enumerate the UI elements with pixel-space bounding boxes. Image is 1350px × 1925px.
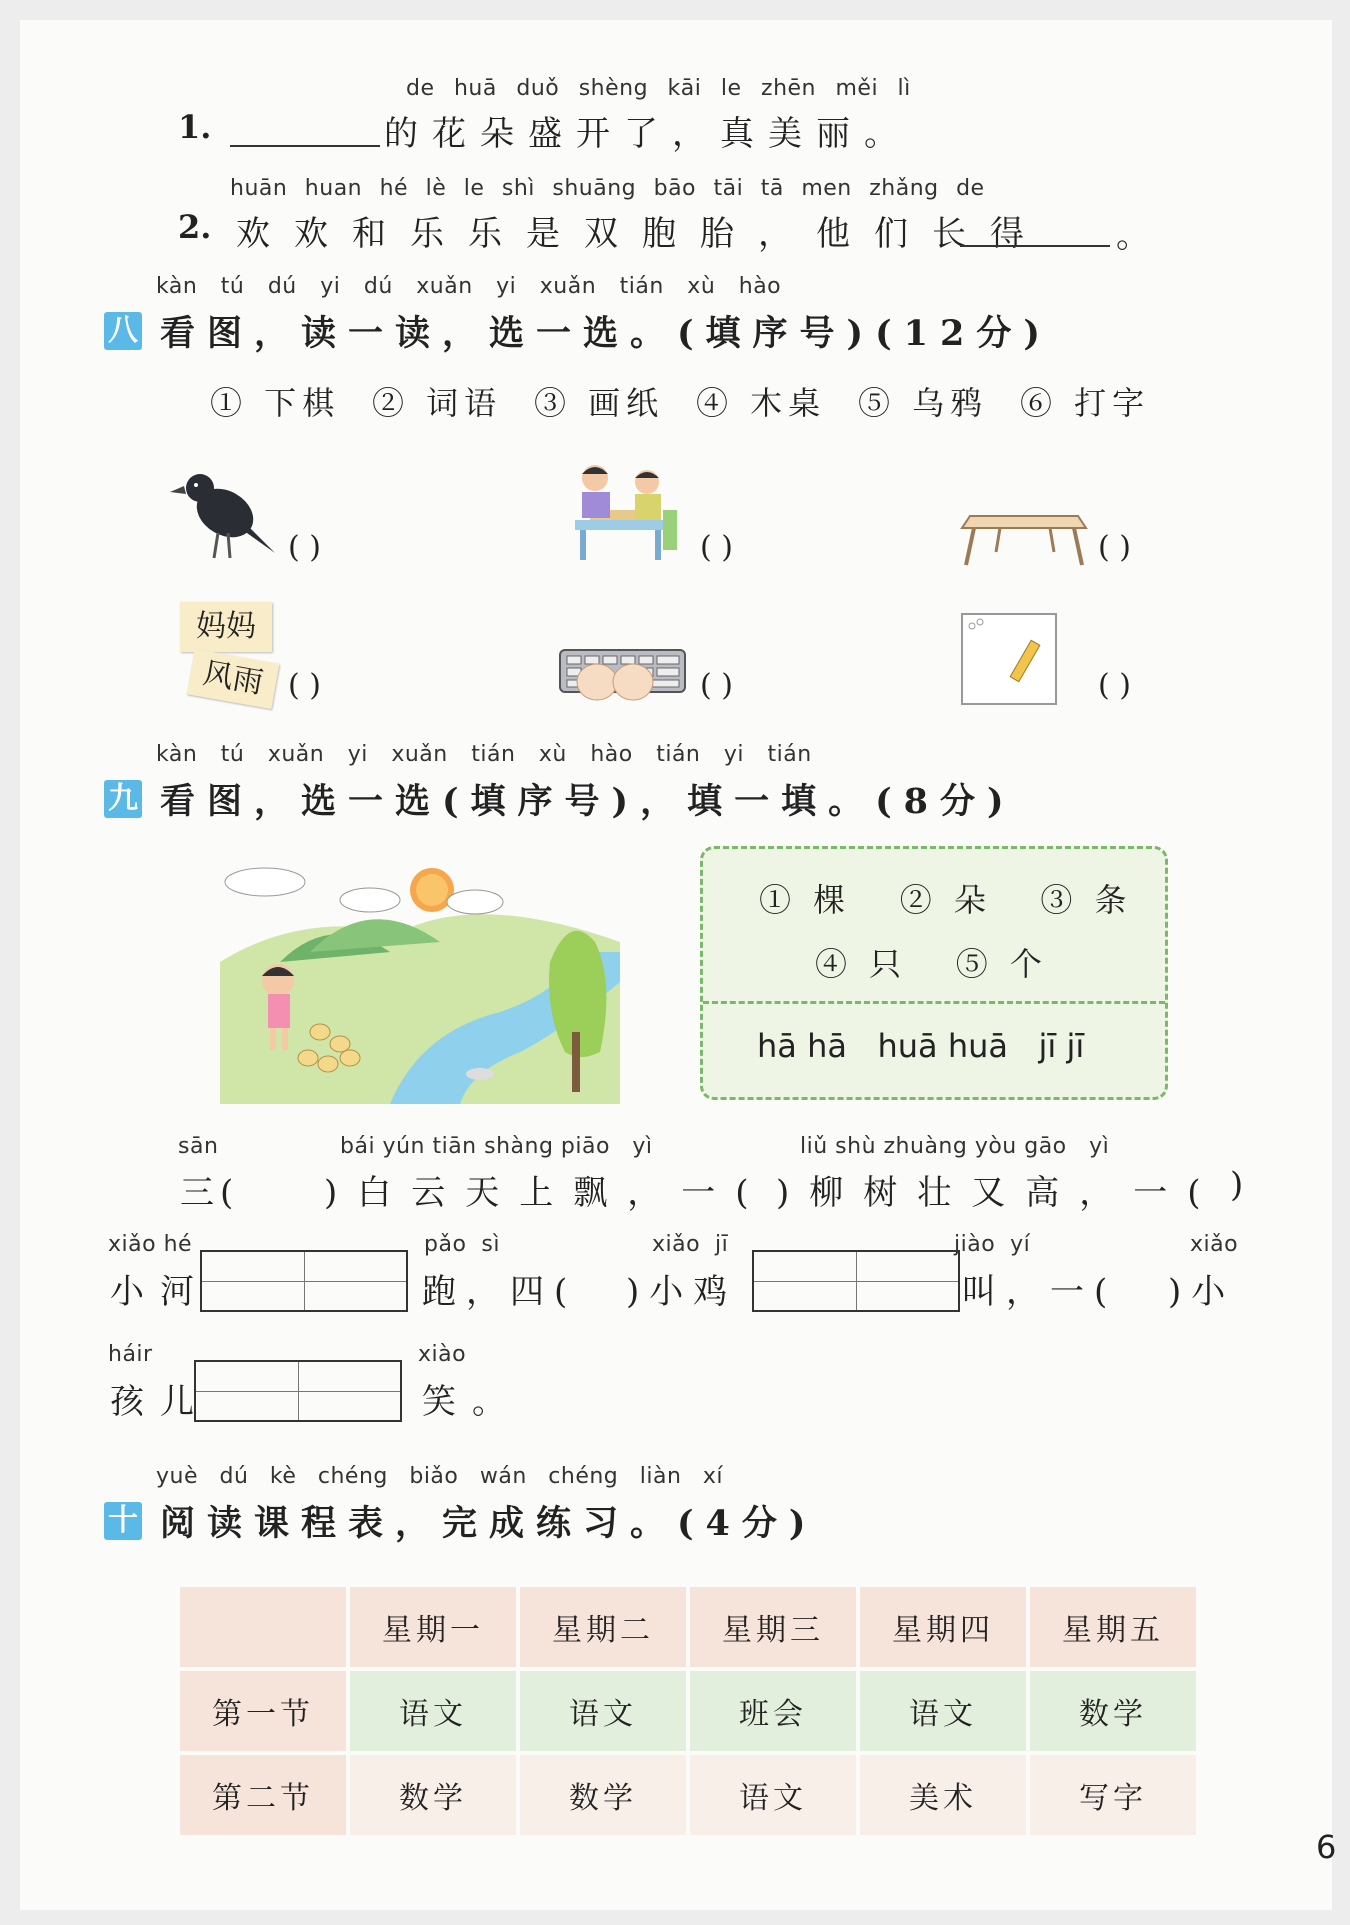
q1-answer-blank[interactable] xyxy=(230,145,380,147)
s8-option-5: ⑤ 乌鸦 xyxy=(858,384,989,422)
s9-row2-pinyin-e: xiǎo xyxy=(1190,1232,1239,1257)
s9-row1-text-d: ) xyxy=(1230,1165,1258,1205)
s9-row1-pinyin-c: liǔ shù zhuàng yòu gāo yì xyxy=(800,1134,1110,1159)
q1-pinyin: de huā duǒ shèng kāi le zhēn měi lì xyxy=(406,76,911,101)
s9-row2-pinyin-a: xiǎo hé xyxy=(108,1232,193,1257)
s9-row1-pinyin-b: bái yún tiān shàng piāo yì xyxy=(340,1134,653,1159)
s9-word-box-divider xyxy=(703,1001,1165,1004)
s8-option-2: ② 词语 xyxy=(372,384,503,422)
s8-pinyin: kàn tú dú yi dú xuǎn yi xuǎn tián xù hào xyxy=(156,274,782,299)
q1-text: 的花朵盛开了，真美丽。 xyxy=(384,114,912,154)
s9-row2-text-e: )小 xyxy=(1168,1272,1236,1312)
s9-pinyin: kàn tú xuǎn yi xuǎn tián xù hào tián yi tián xyxy=(156,742,812,767)
s9-row1-text-b: )白云天上飘，一( xyxy=(324,1173,769,1213)
s9-measure-words-line2: ④ 只 ⑤ 个 xyxy=(815,945,1048,983)
schedule-row-label: 第二节 xyxy=(180,1755,346,1835)
worksheet-page xyxy=(20,20,1337,1910)
s9-row3-text-a: 孩儿 xyxy=(110,1382,210,1422)
s10-title: 阅读课程表，完成练习。(4分) xyxy=(160,1503,818,1544)
s9-pinyin-box-1[interactable] xyxy=(200,1250,408,1312)
s8-option-6: ⑥ 打字 xyxy=(1020,384,1151,422)
schedule-cell: 数学 xyxy=(1030,1671,1196,1751)
s9-pinyin-box-3[interactable] xyxy=(194,1360,402,1422)
schedule-cell: 语文 xyxy=(860,1671,1026,1751)
schedule-cell: 班会 xyxy=(690,1671,856,1751)
s9-row2-text-c: )小鸡 xyxy=(626,1272,738,1312)
s9-title: 看图，选一选(填序号)，填一填。(8分) xyxy=(160,781,1016,822)
s8-option-4: ④ 木桌 xyxy=(696,384,827,422)
s9-row1-text-a: 三( xyxy=(180,1173,240,1213)
schedule-table xyxy=(176,1583,1200,1839)
s8-answer-paper[interactable]: ( ) xyxy=(1098,668,1131,703)
s9-pinyin-box-2[interactable] xyxy=(752,1250,960,1312)
schedule-cell: 语文 xyxy=(690,1755,856,1835)
s8-answer-table[interactable]: ( ) xyxy=(1098,530,1131,565)
paper-picture xyxy=(960,612,1060,708)
q2-pinyin: huān huan hé lè le shì shuāng bāo tāi tā men zhǎng de xyxy=(230,176,985,201)
s9-row2-pinyin-b: pǎo sì xyxy=(424,1232,500,1257)
schedule-cell: 语文 xyxy=(520,1671,686,1751)
s8-answer-words[interactable]: ( ) xyxy=(288,668,321,703)
s8-answer-crow[interactable]: ( ) xyxy=(288,530,321,565)
q2-text: 欢欢和乐乐是双胞胎，他们长得 xyxy=(236,214,1048,254)
s8-title: 看图，读一读，选一选。(填序号)(12分) xyxy=(160,313,1052,354)
q1-number: 1. xyxy=(178,108,212,146)
q2-answer-blank[interactable] xyxy=(960,245,1110,247)
page-number: 6 xyxy=(1316,1828,1337,1866)
s9-row2-text-d: 叫，一( xyxy=(962,1272,1118,1312)
s9-row2-pinyin-c: xiǎo jī xyxy=(652,1232,729,1257)
schedule-cell: 美术 xyxy=(860,1755,1026,1835)
s9-row3-pinyin-a: háir xyxy=(108,1342,153,1367)
schedule-cell: 写字 xyxy=(1030,1755,1196,1835)
s9-row2-pinyin-d: jiào yí xyxy=(954,1232,1031,1257)
s9-badge: 九 xyxy=(104,780,142,818)
schedule-header-friday: 星期五 xyxy=(1030,1587,1196,1667)
river-scene-picture xyxy=(220,852,620,1104)
s9-measure-words-line1: ① 棵 ② 朵 ③ 条 xyxy=(759,881,1133,919)
schedule-cell: 数学 xyxy=(520,1755,686,1835)
s8-option-3: ③ 画纸 xyxy=(534,384,665,422)
crow-picture xyxy=(170,458,280,568)
s9-row2-text-a: 小河 xyxy=(110,1272,210,1312)
s9-row2-text-b: 跑，四( xyxy=(422,1272,578,1312)
schedule-header-row xyxy=(180,1587,1196,1667)
schedule-header-wednesday: 星期三 xyxy=(690,1587,856,1667)
word-card-fengyu: 风雨 xyxy=(187,649,280,709)
typing-picture xyxy=(555,640,690,710)
schedule-row-label: 第一节 xyxy=(180,1671,346,1751)
s8-badge: 八 xyxy=(104,312,142,350)
q2-period: 。 xyxy=(1116,216,1164,256)
s9-pinyin-words: hā hā huā huā jī jī xyxy=(757,1027,1085,1065)
schedule-row-period2 xyxy=(180,1755,1196,1835)
schedule-corner-cell xyxy=(180,1587,346,1667)
s10-pinyin: yuè dú kè chéng biǎo wán chéng liàn xí xyxy=(156,1464,724,1489)
table-picture xyxy=(960,510,1090,570)
schedule-cell: 数学 xyxy=(350,1755,516,1835)
s9-word-box xyxy=(700,846,1168,1100)
chess-picture xyxy=(555,460,685,570)
s9-row1-pinyin-a: sān xyxy=(178,1134,219,1159)
schedule-row-period1 xyxy=(180,1671,1196,1751)
schedule-header-monday: 星期一 xyxy=(350,1587,516,1667)
s9-row1-text-c: )柳树壮又高，一( xyxy=(776,1173,1221,1213)
s9-row3-pinyin-b: xiào xyxy=(418,1342,467,1367)
s8-answer-typing[interactable]: ( ) xyxy=(700,668,733,703)
s8-option-1: ① 下棋 xyxy=(210,384,341,422)
s9-row3-text-b: 笑。 xyxy=(422,1382,522,1422)
schedule-header-thursday: 星期四 xyxy=(860,1587,1026,1667)
s10-badge: 十 xyxy=(104,1502,142,1540)
schedule-header-tuesday: 星期二 xyxy=(520,1587,686,1667)
word-card-mama: 妈妈 xyxy=(180,602,272,652)
s8-answer-chess[interactable]: ( ) xyxy=(700,530,733,565)
schedule-cell: 语文 xyxy=(350,1671,516,1751)
q2-number: 2. xyxy=(178,208,212,246)
